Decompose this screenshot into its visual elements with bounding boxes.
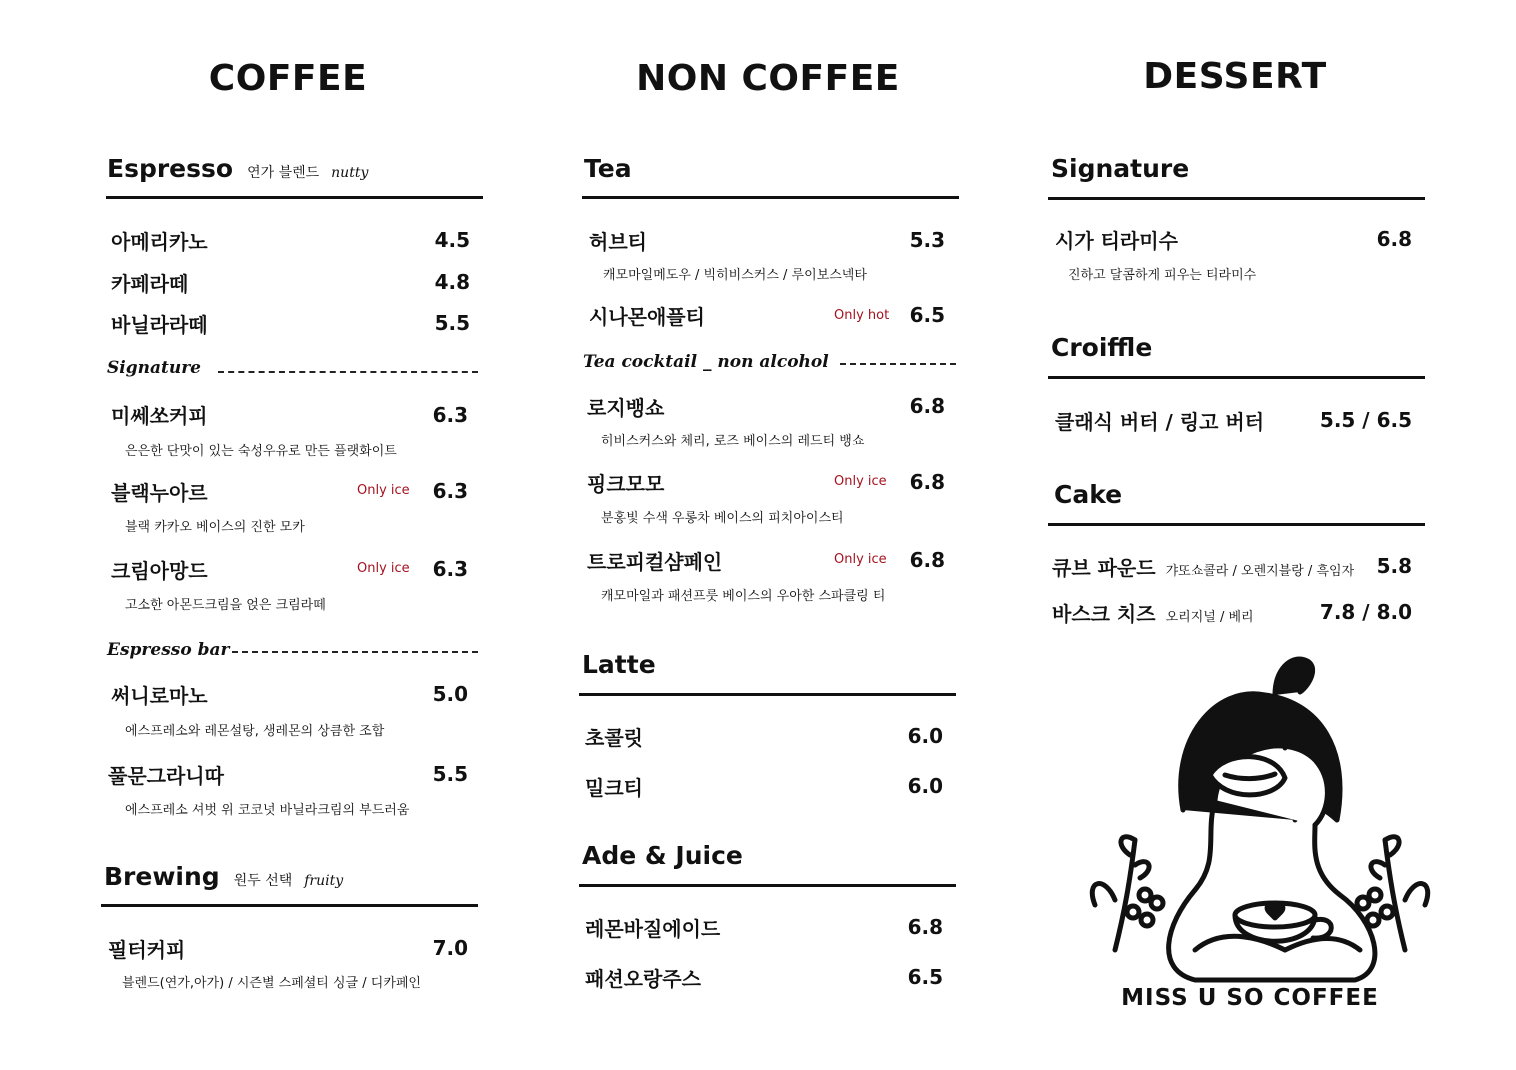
cake-name: 큐브 파운드 — [1052, 556, 1156, 580]
only-ice-badge: Only ice — [357, 483, 410, 498]
subsection-tea-cocktail-heading: Tea cocktail _ non alcohol — [583, 352, 829, 372]
menu-item-price: 5.0 — [432, 682, 468, 706]
menu-item-name: 카페라떼 — [111, 272, 189, 296]
menu-item-price: 6.3 — [432, 403, 468, 427]
menu-item-price: 6.5 — [907, 965, 943, 989]
menu-item-price: 4.5 — [434, 228, 470, 252]
menu-item-price: 6.0 — [907, 724, 943, 748]
column-title-dessert: DESSERT — [1143, 56, 1327, 97]
section-note-en: nutty — [331, 165, 369, 181]
menu-item-description: 진하고 달콤하게 피우는 티라미수 — [1068, 268, 1257, 283]
menu-item-price: 6.3 — [432, 557, 468, 581]
menu-item-name: 필터커피 — [108, 938, 186, 962]
menu-item-name: 클래식 버터 / 링고 버터 — [1055, 410, 1265, 434]
section-title: Brewing — [104, 862, 220, 891]
brand-logo-text: MISS U SO COFFEE — [1121, 985, 1379, 1011]
menu-item-name — [1052, 552, 1354, 581]
menu-item-price: 6.8 — [909, 470, 945, 494]
subsection-signature-heading: Signature — [107, 358, 201, 378]
column-title-non-coffee: NON COFFEE — [636, 58, 900, 99]
menu-item-name — [1052, 598, 1254, 627]
cake-flavors: 오리지널 / 베리 — [1165, 610, 1254, 625]
subsection-espresso-bar-heading: Espresso bar — [107, 640, 230, 660]
menu-item-description: 분홍빛 수색 우롱차 베이스의 피치아이스티 — [601, 511, 844, 526]
menu-item-price: 4.8 — [434, 270, 470, 294]
section-ade-juice-heading: Ade & Juice — [582, 841, 743, 870]
section-divider — [1048, 197, 1425, 200]
menu-item-name: 크림아망드 — [111, 559, 208, 583]
menu-item-description: 에스프레소 셔벗 위 코코넛 바닐라크림의 부드러움 — [125, 803, 410, 818]
menu-item-description: 에스프레소와 레몬설탕, 생레몬의 상큼한 조합 — [125, 724, 385, 739]
dashed-divider — [232, 651, 478, 653]
section-divider — [1048, 523, 1425, 526]
menu-item-price: 6.0 — [907, 774, 943, 798]
menu-item-description: 블렌드(연가,아가) / 시즌별 스페셜티 싱글 / 디카페인 — [122, 976, 421, 991]
menu-item-price: 5.5 — [432, 762, 468, 786]
section-note: 연가 블렌드 — [247, 165, 320, 181]
menu-item-name: 써니로마노 — [111, 684, 208, 708]
dashed-divider — [840, 363, 956, 365]
menu-item-price: 6.8 — [909, 548, 945, 572]
section-brewing-heading — [104, 862, 343, 891]
menu-item-description: 고소한 아몬드크림을 얹은 크림라떼 — [125, 598, 326, 613]
menu-item-name: 레몬바질에이드 — [585, 917, 721, 941]
section-divider — [106, 196, 483, 199]
menu-item-price: 5.5 — [434, 311, 470, 335]
section-divider — [579, 884, 956, 887]
cake-flavors: 갸또쇼콜라 / 오렌지블랑 / 흑임자 — [1165, 564, 1355, 579]
menu-item-price: 5.8 — [1376, 554, 1412, 578]
menu-item-name: 블랙누아르 — [111, 481, 208, 505]
menu-item-name: 초콜릿 — [585, 726, 643, 750]
menu-item-description: 캐모마일메도우 / 빅히비스커스 / 루이보스넥타 — [603, 268, 867, 283]
menu-item-name: 로지뱅쇼 — [587, 396, 665, 420]
menu-item-price: 7.0 — [432, 936, 468, 960]
section-note-en: fruity — [304, 873, 344, 889]
menu-item-name: 아메리카노 — [111, 230, 208, 254]
section-divider — [101, 904, 478, 907]
section-signature-dessert-heading: Signature — [1051, 154, 1190, 183]
menu-item-description: 캐모마일과 패션프룻 베이스의 우아한 스파클링 티 — [601, 589, 886, 604]
section-latte-heading: Latte — [582, 650, 656, 679]
menu-item-price: 7.8 / 8.0 — [1319, 600, 1412, 624]
menu-item-name: 풀문그라니따 — [108, 764, 224, 788]
only-ice-badge: Only ice — [834, 474, 887, 489]
menu-item-name: 패션오랑주스 — [585, 967, 701, 991]
only-hot-badge: Only hot — [834, 308, 890, 323]
menu-item-price: 6.3 — [432, 479, 468, 503]
mascot-illustration-icon — [1075, 650, 1435, 1020]
menu-item-price: 6.8 — [907, 915, 943, 939]
menu-item-name: 바닐라라떼 — [111, 313, 208, 337]
menu-item-description: 블랙 카카오 베이스의 진한 모카 — [125, 520, 305, 535]
menu-item-name: 허브티 — [589, 230, 647, 254]
section-title: Espresso — [107, 154, 234, 183]
menu-item-name: 시나몬애플티 — [589, 305, 705, 329]
menu-item-name: 미쎄쏘커피 — [111, 404, 208, 428]
menu-item-name: 시가 티라미수 — [1055, 229, 1178, 253]
menu-item-name: 핑크모모 — [587, 472, 665, 496]
menu-item-price: 5.3 — [909, 228, 945, 252]
section-croiffle-heading: Croiffle — [1051, 333, 1153, 362]
section-tea-heading: Tea — [584, 154, 632, 183]
section-divider — [582, 196, 959, 199]
menu-item-name: 트로피컬샴페인 — [587, 550, 723, 574]
only-ice-badge: Only ice — [357, 561, 410, 576]
dashed-divider — [218, 371, 478, 373]
menu-item-name: 밀크티 — [585, 776, 643, 800]
cake-name: 바스크 치즈 — [1052, 602, 1156, 626]
section-espresso-heading — [107, 154, 368, 183]
only-ice-badge: Only ice — [834, 552, 887, 567]
menu-item-description: 은은한 단맛이 있는 숙성우유로 만든 플랫화이트 — [125, 444, 397, 459]
menu-item-price: 6.8 — [1376, 227, 1412, 251]
section-cake-heading: Cake — [1054, 480, 1123, 509]
menu-item-price: 5.5 / 6.5 — [1319, 408, 1412, 432]
section-divider — [1048, 376, 1425, 379]
section-note: 원두 선택 — [233, 873, 293, 889]
column-title-coffee: COFFEE — [208, 58, 368, 99]
menu-item-description: 히비스커스와 체리, 로즈 베이스의 레드티 뱅쇼 — [601, 434, 865, 449]
menu-item-price: 6.5 — [909, 303, 945, 327]
menu-item-price: 6.8 — [909, 394, 945, 418]
section-divider — [579, 693, 956, 696]
